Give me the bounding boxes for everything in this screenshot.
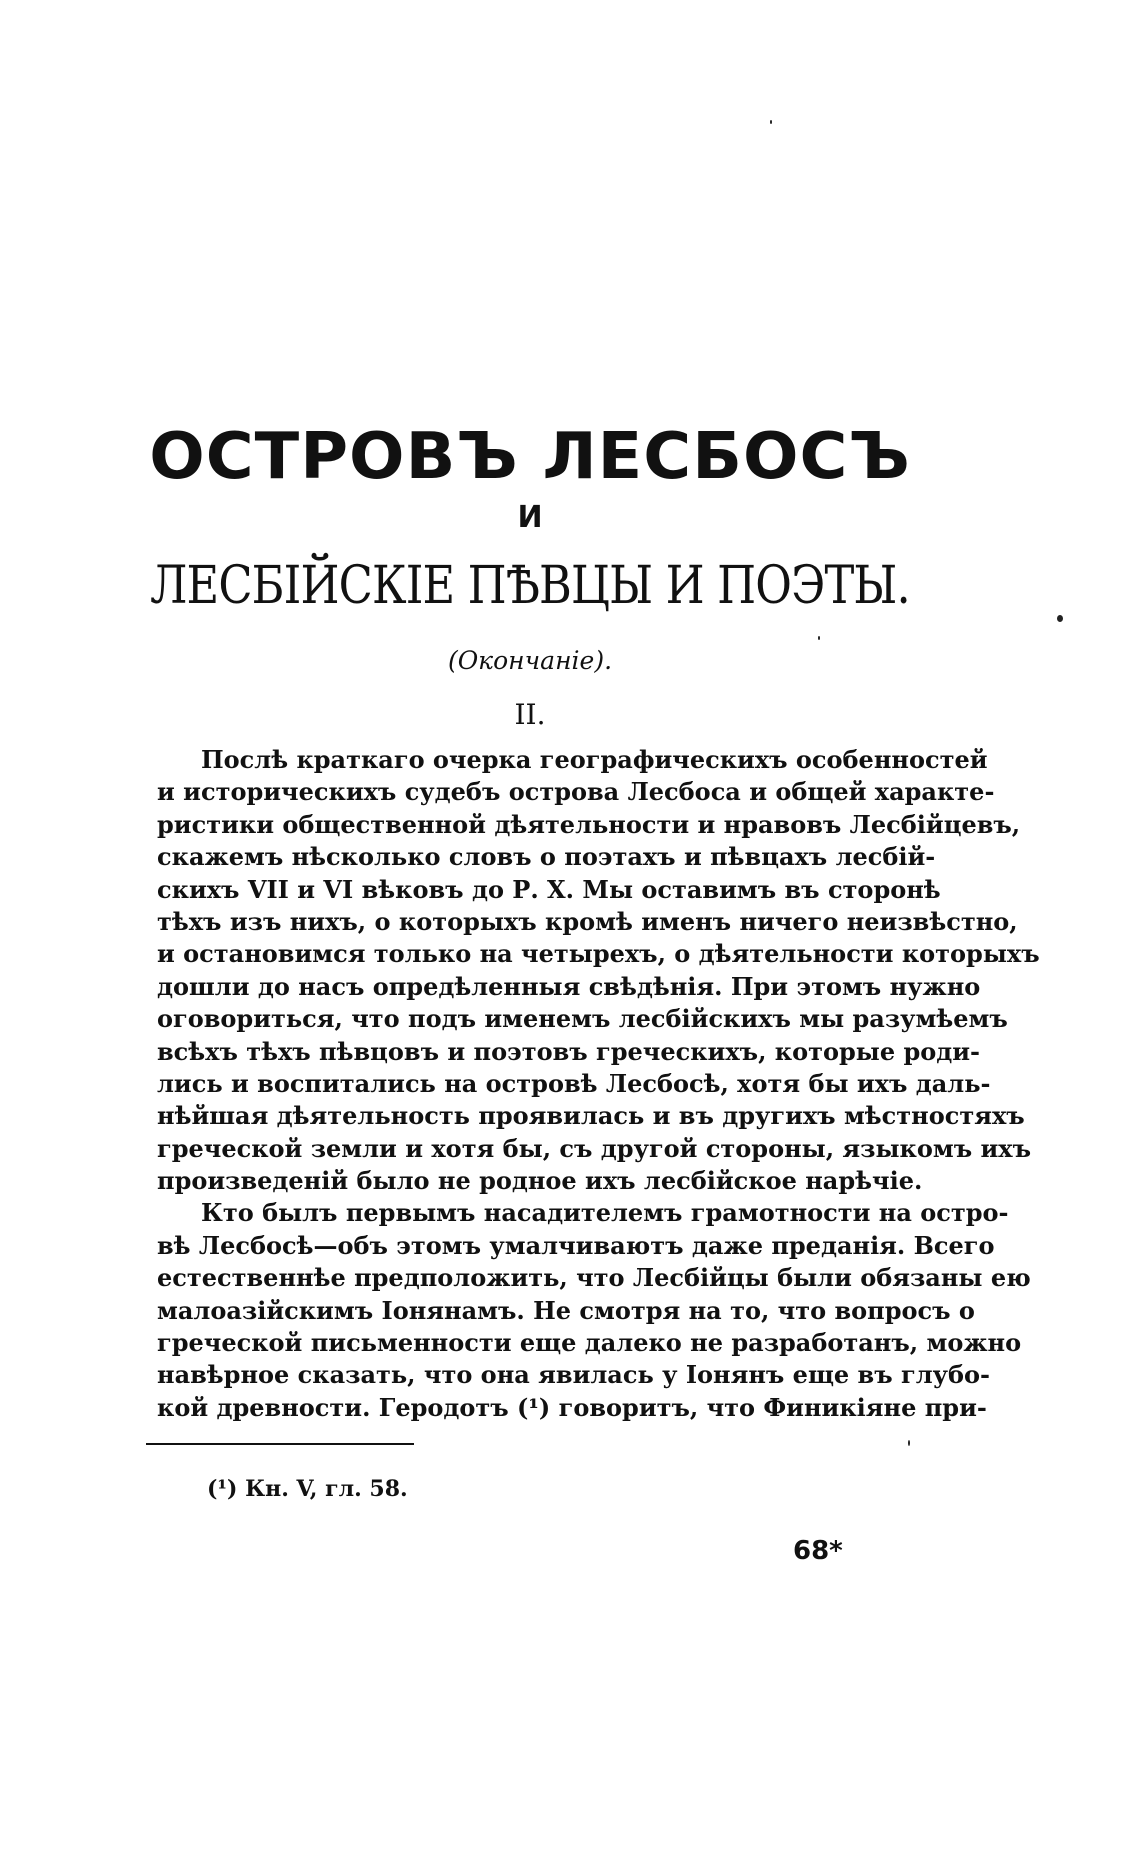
print-speck bbox=[1057, 615, 1063, 622]
text-line: нѣйшая дѣятельность проявилась и въ другихъ мѣстностяхъ bbox=[157, 1101, 1025, 1131]
body-text bbox=[157, 744, 1040, 1424]
footnote-rule bbox=[146, 1443, 414, 1445]
text-line: навѣрное сказать, что она явилась у Іонянъ еще въ глубо- bbox=[157, 1360, 990, 1390]
text-line: естественнѣе предположить, что Лесбійцы были обязаны ею bbox=[157, 1263, 1031, 1293]
text-line: Кто былъ первымъ насадителемъ грамотности на остро- bbox=[201, 1198, 1009, 1228]
footnote: (¹) Кн. V, гл. 58. bbox=[207, 1476, 408, 1502]
page-subtitle: ЛЕСБІЙСКІЕ ПѢВЦЫ И ПОЭТЫ. bbox=[150, 556, 910, 616]
text-line: и остановимся только на четырехъ, о дѣятельности которыхъ bbox=[157, 939, 1040, 969]
text-line: ристики общественной дѣятельности и нравовъ Лесбійцевъ, bbox=[157, 809, 1021, 839]
text-line: дошли до насъ опредѣленныя свѣдѣнія. При этомъ нужно bbox=[157, 971, 981, 1001]
text-line: произведеній было не родное ихъ лесбійское нарѣчіе. bbox=[157, 1166, 923, 1196]
text-line: греческой земли и хотя бы, съ другой стороны, языкомъ ихъ bbox=[157, 1133, 1032, 1163]
text-line: греческой письменности еще далеко не разработанъ, можно bbox=[157, 1328, 1022, 1358]
text-line: и историческихъ судебъ острова Лесбоса и общей характе- bbox=[157, 777, 995, 807]
print-speck bbox=[908, 1440, 910, 1446]
title-conjunction: И bbox=[517, 500, 543, 535]
text-line: лись и воспитались на островѣ Лесбосѣ, хотя бы ихъ даль- bbox=[157, 1068, 991, 1098]
continuation-note: (Окончаніе). bbox=[447, 646, 613, 675]
page-title: ОСТРОВЪ ЛЕСБОСЪ bbox=[149, 420, 911, 494]
text-line: оговориться, что подъ именемъ лесбійскихъ мы разумѣемъ bbox=[157, 1004, 1008, 1034]
text-line: скажемъ нѣсколько словъ о поэтахъ и пѣвцахъ лесбій- bbox=[157, 842, 936, 872]
signature-mark: 68* bbox=[793, 1536, 843, 1566]
text-line: тѣхъ изъ нихъ, о которыхъ кромѣ именъ ничего неизвѣстно, bbox=[157, 906, 1018, 936]
text-line: скихъ VII и VI вѣковъ до Р. Х. Мы оставимъ въ сторонѣ bbox=[157, 874, 941, 904]
text-line: малоазійскимъ Іонянамъ. Не смотря на то, что вопросъ о bbox=[157, 1295, 975, 1325]
text-line: всѣхъ тѣхъ пѣвцовъ и поэтовъ греческихъ, которые роди- bbox=[157, 1036, 981, 1066]
section-number: II. bbox=[514, 698, 546, 731]
text-line: Послѣ краткаго очерка географическихъ особенностей bbox=[201, 745, 988, 774]
text-line: кой древности. Геродотъ (¹) говоритъ, что Финикіяне при- bbox=[157, 1392, 987, 1422]
print-speck bbox=[770, 120, 772, 124]
print-speck bbox=[818, 636, 820, 640]
text-line: вѣ Лесбосѣ—объ этомъ умалчиваютъ даже преданія. Всего bbox=[157, 1230, 995, 1260]
